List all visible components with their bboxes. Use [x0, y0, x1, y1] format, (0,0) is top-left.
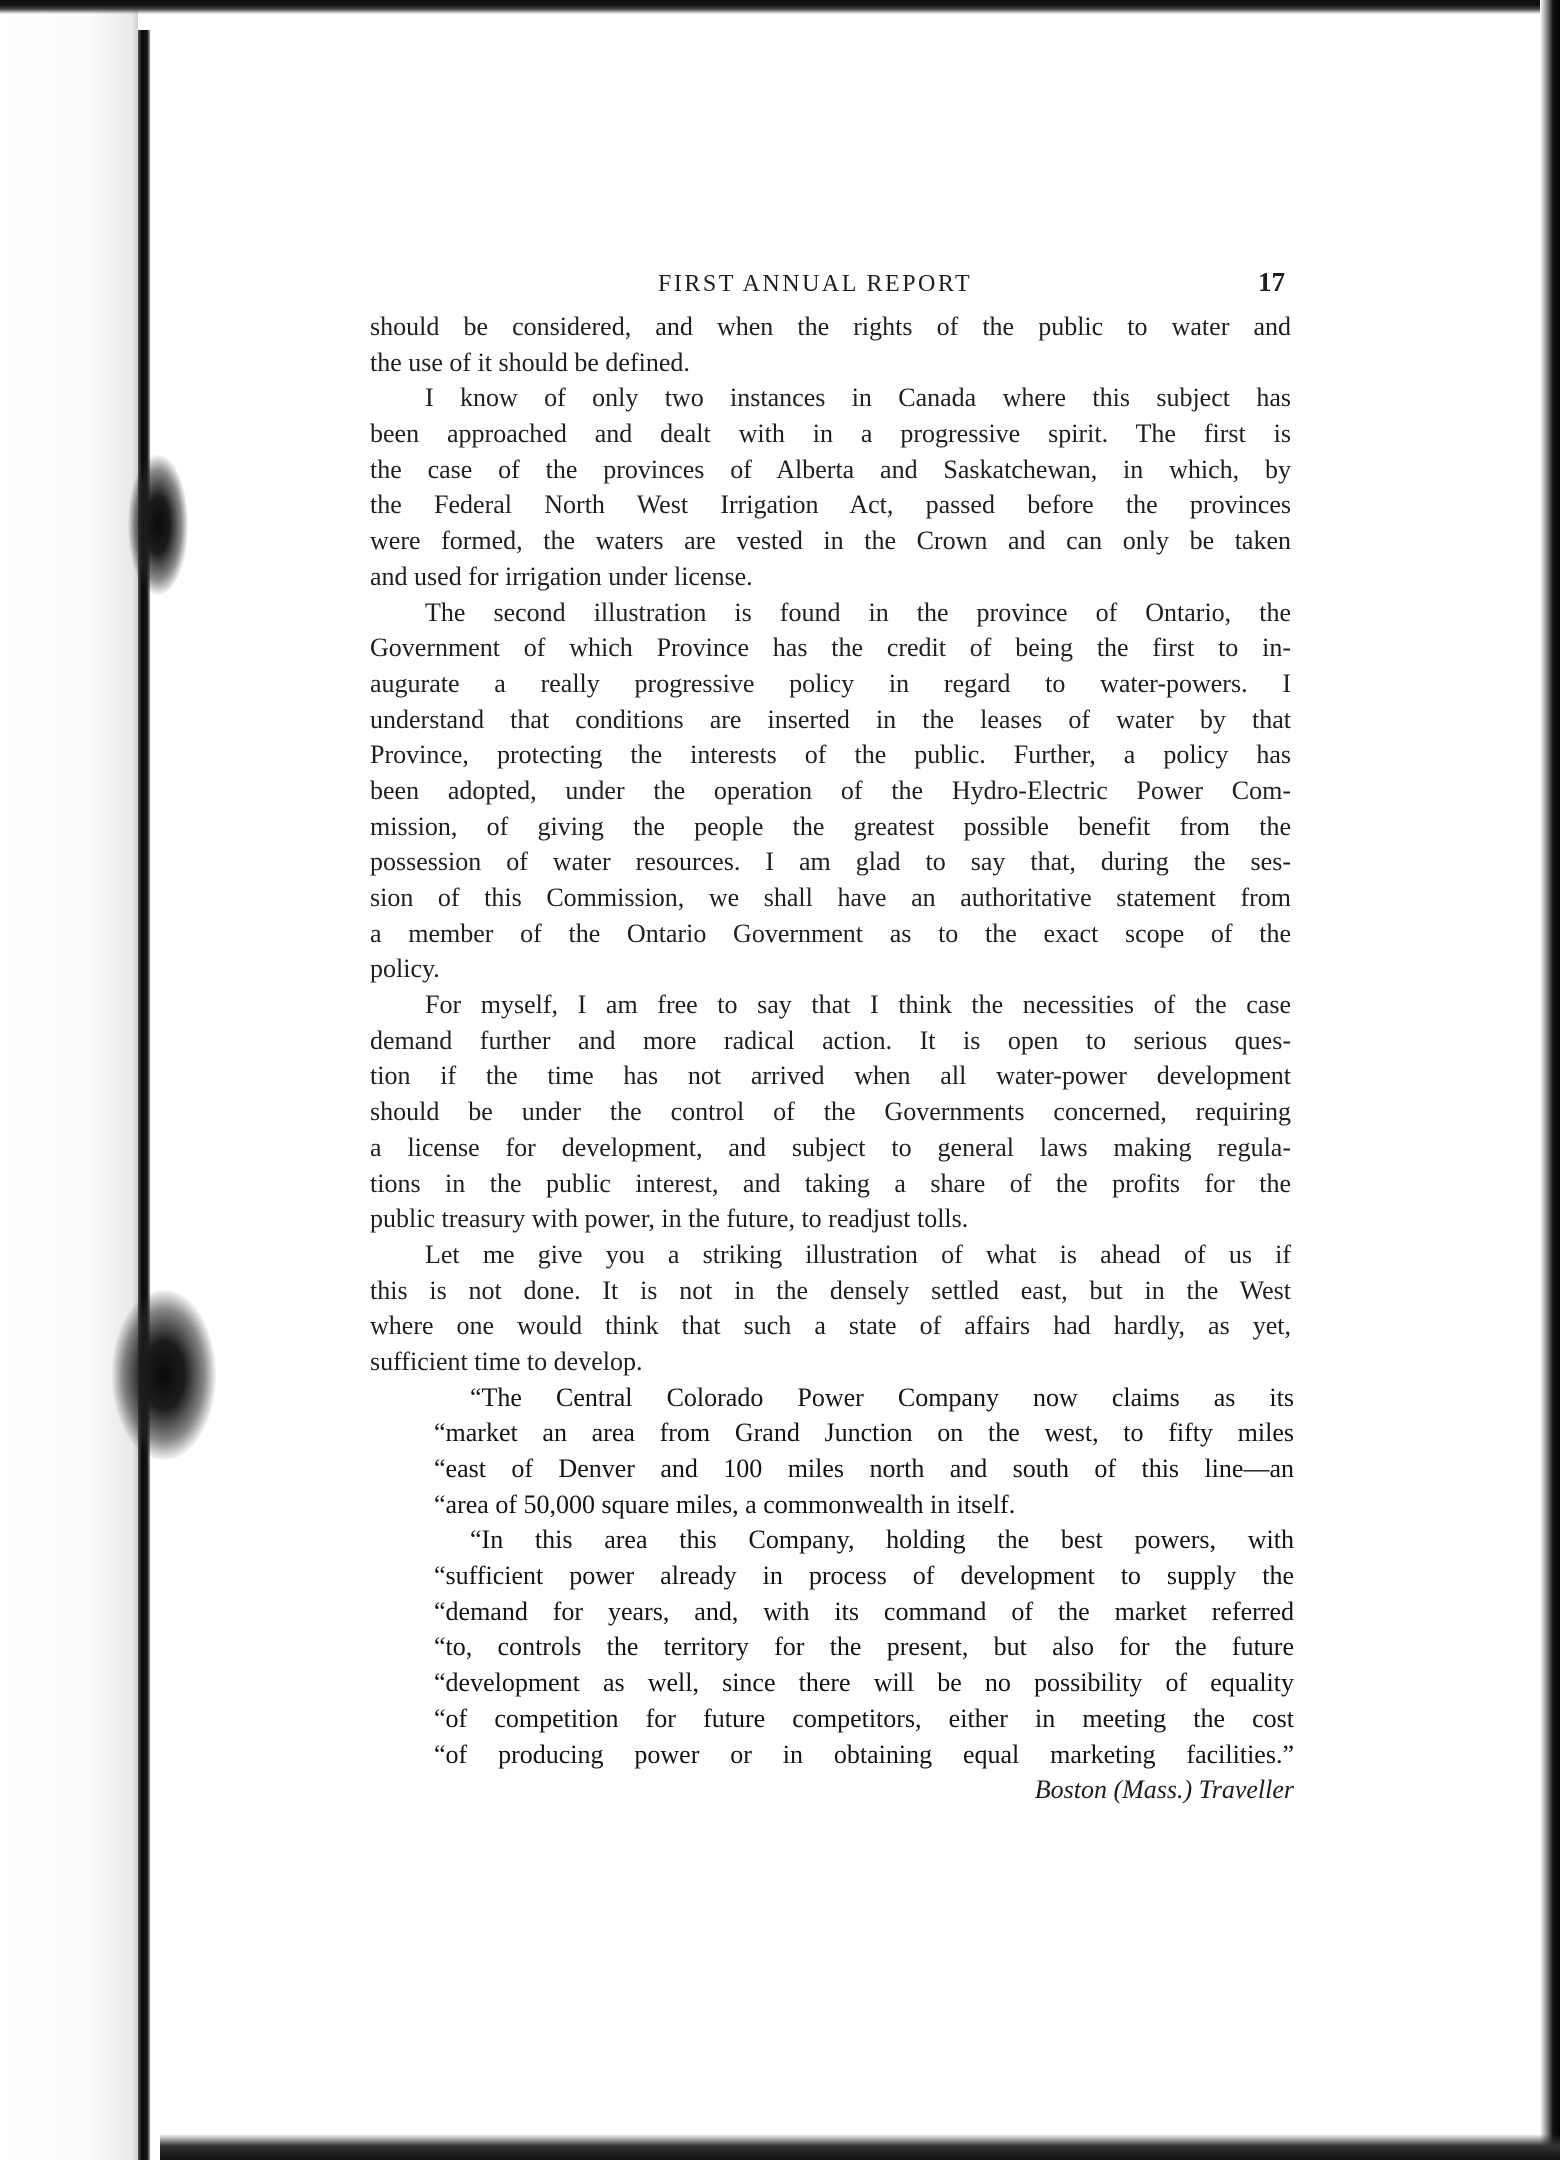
text-line: were formed, the waters are vested in the Crown and can only be taken	[370, 526, 1291, 556]
running-head-title: FIRST ANNUAL REPORT	[658, 271, 973, 297]
text-line: should be under the control of the Governments concerned, requiring	[370, 1097, 1291, 1127]
text-line: sufficient time to develop.	[370, 1346, 643, 1376]
text-line: understand that conditions are inserted in the leases of water by that	[370, 704, 1291, 734]
running-head	[370, 265, 1291, 305]
text-line: a license for development, and subject to general laws making regula-	[370, 1132, 1291, 1162]
quotation-paragraph	[370, 1380, 1294, 1523]
text-line: been adopted, under the operation of the Hydro-Electric Power Com-	[370, 775, 1291, 805]
page-text-block	[370, 265, 1294, 1808]
ink-blot	[112, 1290, 216, 1460]
text-line: possession of water resources. I am glad to say that, during the ses-	[370, 847, 1291, 877]
text-line: Government of which Province has the credit of being the first to in-	[370, 633, 1291, 663]
scan-right-edge	[1540, 0, 1560, 2160]
text-line: tions in the public interest, and taking a share of the profits for the	[370, 1168, 1291, 1198]
paragraph	[370, 595, 1291, 988]
text-line: I know of only two instances in Canada where this subject has	[425, 383, 1291, 413]
quote-line: “of producing power or in obtaining equal marketing facilities.”	[434, 1739, 1294, 1769]
text-line: augurate a really progressive policy in regard to water-powers. I	[370, 668, 1291, 698]
text-line: demand further and more radical action. It is open to serious ques-	[370, 1025, 1291, 1055]
text-line: been approached and dealt with in a progressive spirit. The first is	[370, 419, 1291, 449]
text-line: this is not done. It is not in the densely settled east, but in the West	[370, 1275, 1291, 1305]
quote-line: “demand for years, and, with its command of the market referred	[434, 1596, 1294, 1626]
quote-line: “market an area from Grand Junction on the west, to fifty miles	[434, 1418, 1294, 1448]
text-line: public treasury with power, in the future, to readjust tolls.	[370, 1204, 969, 1234]
block-quotation	[370, 1380, 1294, 1809]
text-line: where one would think that such a state of affairs had hardly, as yet,	[370, 1311, 1291, 1341]
quotation-source: Boston (Mass.) Traveller	[1034, 1775, 1294, 1805]
text-line: sion of this Commission, we shall have an authoritative statement from	[370, 883, 1291, 912]
quote-line: “In this area this Company, holding the best powers, with	[470, 1525, 1294, 1555]
text-line: the Federal North West Irrigation Act, passed before the provinces	[370, 490, 1291, 520]
quote-line: “area of 50,000 square miles, a commonwealth in itself.	[434, 1489, 1016, 1519]
quote-line: “development as well, since there will be no possibility of equality	[434, 1668, 1294, 1698]
paragraph	[370, 1237, 1291, 1380]
page-number: 17	[1258, 267, 1285, 297]
page-gutter	[138, 30, 150, 2160]
text-line: should be considered, and when the rights of the public to water and	[370, 312, 1291, 341]
binding-shadow	[0, 0, 138, 2160]
scan-bottom-edge	[160, 2134, 1560, 2160]
text-line: tion if the time has not arrived when all water-power development	[370, 1061, 1291, 1091]
text-line: the use of it should be defined.	[370, 347, 690, 377]
quote-line: “east of Denver and 100 miles north and south of this line—an	[434, 1454, 1294, 1483]
text-line: policy.	[370, 954, 440, 984]
quotation-paragraph	[370, 1522, 1294, 1772]
text-line: a member of the Ontario Government as to the exact scope of the	[370, 918, 1291, 948]
paragraph	[370, 380, 1291, 594]
quote-line: “to, controls the territory for the present, but also for the future	[434, 1632, 1294, 1662]
text-line: and used for irrigation under license.	[370, 561, 753, 591]
quote-line: “of competition for future competitors, either in meeting the cost	[434, 1703, 1294, 1733]
paragraph	[370, 987, 1291, 1237]
text-line: The second illustration is found in the province of Ontario, the	[425, 597, 1291, 627]
text-line: Let me give you a striking illustration of what is ahead of us if	[425, 1239, 1291, 1269]
quote-line: “The Central Colorado Power Company now claims as its	[470, 1382, 1294, 1412]
text-line: Province, protecting the interests of the public. Further, a policy has	[370, 740, 1291, 770]
text-line: the case of the provinces of Alberta and Saskatchewan, in which, by	[370, 454, 1291, 484]
ink-blot	[128, 455, 188, 595]
text-line: mission, of giving the people the greatest possible benefit from the	[370, 811, 1291, 841]
text-line: For myself, I am free to say that I think the necessities of the case	[425, 990, 1291, 1020]
quote-line: “sufficient power already in process of development to supply the	[434, 1561, 1294, 1591]
paragraph	[370, 309, 1291, 380]
scan-top-edge	[0, 0, 1560, 14]
